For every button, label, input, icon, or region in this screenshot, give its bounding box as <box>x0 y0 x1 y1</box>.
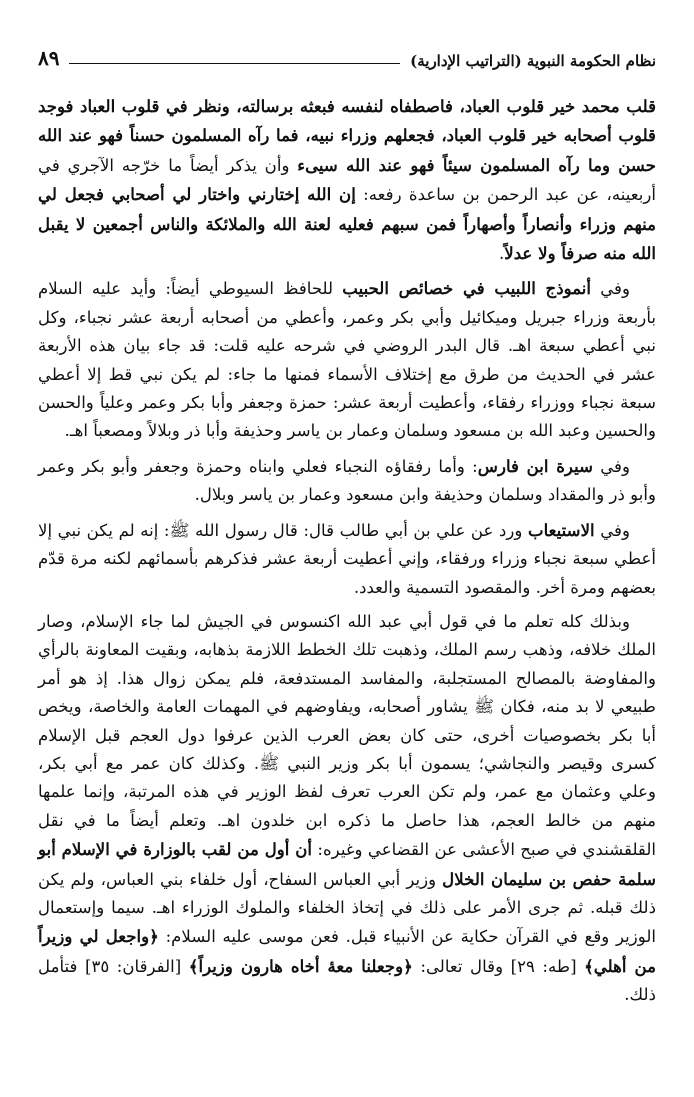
text-run: [الفرقان: ٣٥] فتأمل ذلك. <box>38 956 656 1005</box>
text-run: وفي <box>593 456 630 476</box>
paragraph-4 <box>38 516 656 602</box>
text-run: . <box>498 244 505 264</box>
bold-text-run: سيرة ابن فارس <box>477 455 593 476</box>
paragraph-2 <box>38 274 656 445</box>
bold-text-run: أن أول من لقب بالوزارة في الإسلام أبو سلمة حفص بن سليمان الخلال <box>38 839 656 889</box>
text-run: وأن يذكر أيضاً ما خرّجه الآجري في أربعينه، عن عبد الرحمن بن ساعدة رفعه: <box>38 155 656 205</box>
text-run: للحافظ السيوطي أيضاً: وأيد عليه السلام بأربعة وزراء جبريل وميكائيل وأبي بكر وعمر، وأعطي من أصحابه أربعة عشر نجباء، وكل نبي أعطي سبعة اهـ. قال البدر الروضي في شرحه عليه قلت: قد جاء بيان هذه الأربعة عشر في الحديث من طرق مع إختلاف الأسماء فمنها ما جاء: لم يكن نبي قط إلا أعطي سبعة نجباء ووزراء رفقاء، وأعطيت أربعة عشر: حمزة وجعفر وأبا بكر وعمر وعلياً والحسن والحسين وعبد الله بن مسعود وسلمان وعمار بن ياسر وحذيفة وأبا ذر وبلالاً ومصعباً اهـ. <box>38 279 656 441</box>
text-run: : وأما رفقاؤه النجباء فعلي وابناه وحمزة وجعفر وأبو بكر وعمر وأبو ذر والمقداد وسلمان وحذيفة وابن مسعود وعمار بن ياسر وبلال. <box>38 456 656 505</box>
bold-text-run: قلب محمد خير قلوب العباد، فاصطفاه لنفسه فبعثه برسالته، ونظر في قلوب العباد فوجد قلوب أصحابه خير قلوب العباد، فجعلهم وزراء نبيه، فما رآه المسلمون حسناً فهو عند الله حسن وما رآه المسلمون سيئاً فهو عند الله سيىء <box>38 96 656 175</box>
bold-text-run: ﴿وجعلنا معهٔ أخاه هارون وزيراً﴾ <box>188 955 413 976</box>
text-run: وبذلك كله تعلم ما في قول أبي عبد الله اكنسوس في الجيش لما جاء الإسلام، وصار الملك خلافه، وذهب رسم الملك، وذهبت تلك الخطط اللازمة بذهابه، وبقيت المعاونة بالرأي والمفاوضة بالمصالح المستجلبة، والمفاسد المستدفعة، فلم يمكن زوال هذا. إذ هو أمر طبيعي لا بد منه، فكان ﷺ يشاور أصحابه، ويفاوضهم في المهمات العامة والخاصة، ويخص أبا بكر بخصوصيات أخرى، حتى كان بعض العرب الذين عرفوا دول العجم قبل الإسلام كسرى وقيصر والنجاشي؛ يسمون أبا بكر وزير النبي ﷺ. وكذلك كان عمر مع أبي بكر، وعلي وعثمان مع عمر، ولم تكن العرب تعرف لفظ الوزير في هذه المرتبة، وإنما علمها منهم من خالط العجم، هذا حاصل ما ذكره ابن خلدون اهـ. وتعلم أيضاً ما في نقل القلقشندي في صبح الأعشى عن القضاعي وغيره: <box>38 611 656 860</box>
text-run: وفي <box>591 279 630 299</box>
text-run: ورد عن علي بن أبي طالب قال: قال رسول الله ﷺ: إنه لم يكن نبي إلا أعطي سبعة نجباء وزراء ورفقاء، وإني أعطيت أربعة عشر فذكرهم بأسمائهم لكنه مرة قدّم بعضهم ومرة أخر. والمقصود التسمية والعدد. <box>38 520 656 597</box>
paragraph-5 <box>38 608 656 1010</box>
text-run: وفي <box>594 520 630 540</box>
text-run: [طه: ٢٩] وقال تعالى: <box>412 956 585 976</box>
body-text <box>38 92 656 1010</box>
header-rule <box>69 63 400 64</box>
bold-text-run: الاستيعاب <box>527 519 595 540</box>
bold-text-run: إن الله إختارني واختار لي أصحابي فجعل لي منهم وزراء وأنصاراً وأصهاراً فمن سبهم فعليه لعنة الله والملائكة والناس أجمعين لا يقبل الله منه صرفاً ولا عدلاً <box>38 184 656 264</box>
bold-text-run: أنموذج اللبيب في خصائص الحبيب <box>342 278 592 299</box>
page-header <box>38 36 656 70</box>
page-number: ٨٩ <box>38 46 60 70</box>
running-title: نظام الحكومة النبوية (التراتيب الإدارية) <box>410 52 656 70</box>
paragraph-3 <box>38 452 656 510</box>
text-run: وزير أبي العباس السفاح، أول خلفاء بني العباس، ولم يكن ذلك قبله. ثم جرى الأمر على ذلك في إتخاذ الخلفاء والملوك الوزراء اهـ. سيما وإستعمال الوزير وقع في القرآن حكاية عن الأنبياء قبل. فعن موسى عليه السلام: <box>38 869 656 947</box>
paragraph-1 <box>38 92 656 268</box>
bold-text-run: ﴿واجعل لي وزيراً من أهلي﴾ <box>38 926 657 976</box>
